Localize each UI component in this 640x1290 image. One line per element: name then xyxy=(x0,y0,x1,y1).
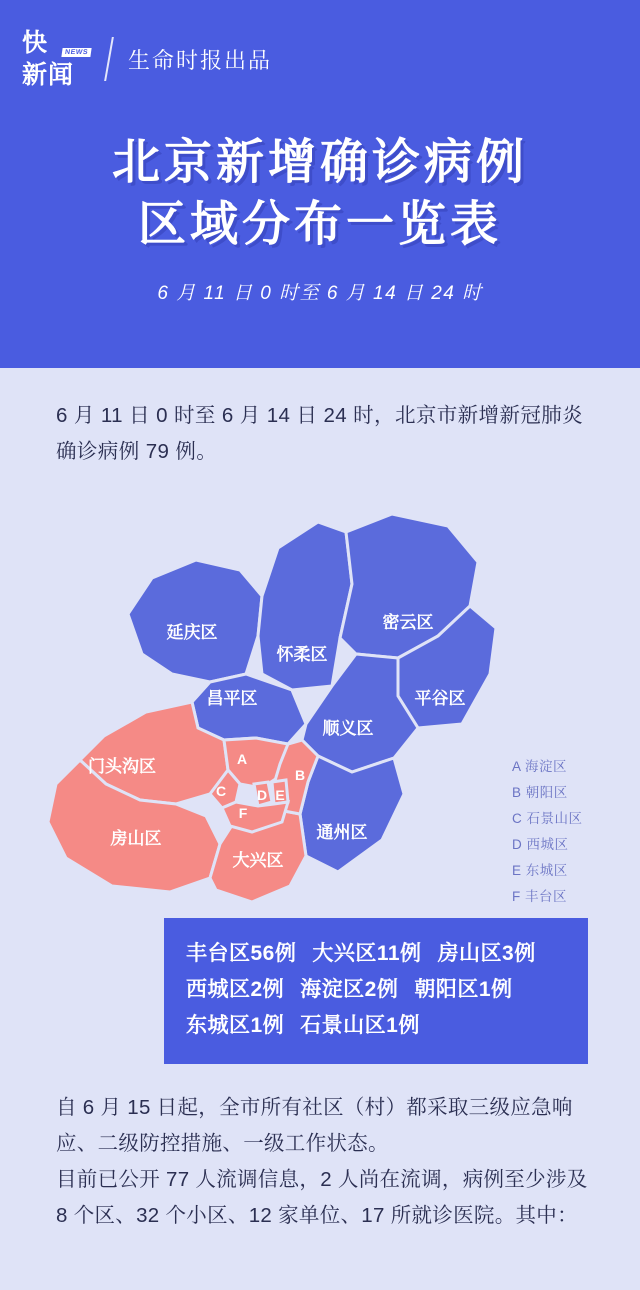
footer-paragraph-1: 自 6 月 15 日起，全市所有社区（村）都采取三级应急响应、二级防控措施、一级工作状态。 xyxy=(56,1096,573,1155)
map-legend xyxy=(512,754,632,910)
case-count-haidian: 海淀区2例 xyxy=(300,978,399,1001)
map-label-pinggu: 平谷区 xyxy=(414,689,466,708)
logo-top-char: 快 xyxy=(22,28,49,57)
map-label-huairou: 怀柔区 xyxy=(276,645,328,664)
logo-bottom-row xyxy=(22,60,94,90)
case-count-shijingshan: 石景山区1例 xyxy=(300,1014,420,1037)
map-label-tongzhou: 通州区 xyxy=(316,823,368,842)
case-count-xicheng: 西城区2例 xyxy=(186,978,285,1001)
page-title-line1: 北京新增确诊病例 xyxy=(111,136,528,189)
case-count-fangshan: 房山区3例 xyxy=(437,942,536,965)
case-count-row-2 xyxy=(186,972,566,1008)
logo-bottom-char: 新闻 xyxy=(22,60,75,89)
title-block xyxy=(0,132,640,305)
legend-item-e: E 东城区 xyxy=(512,863,568,878)
case-count-row-1 xyxy=(186,936,566,972)
news-logo xyxy=(22,26,94,92)
map-label-changping: 昌平区 xyxy=(206,689,258,708)
page-title-line2: 区域分布一览表 xyxy=(137,198,502,251)
logo-badge: NEWS xyxy=(61,48,91,57)
case-count-dongcheng: 东城区1例 xyxy=(186,1014,285,1037)
brand-subtitle: 生命时报出品 xyxy=(128,47,273,73)
case-count-chaoyang: 朝阳区1例 xyxy=(414,978,513,1001)
case-count-fengtai: 丰台区56例 xyxy=(186,942,297,965)
case-count-row-3 xyxy=(186,1008,566,1044)
district-shape-huairou xyxy=(258,522,352,690)
map-letter-a: A xyxy=(236,751,248,767)
map-letter-e: E xyxy=(275,787,285,803)
header-banner xyxy=(0,0,640,368)
map-letter-f: F xyxy=(238,805,248,821)
map-letter-b: B xyxy=(294,767,306,783)
legend-item-f: F 丰台区 xyxy=(512,889,567,904)
footer-paragraphs xyxy=(56,1090,596,1234)
footer-paragraph-2: 目前已公开 77 人流调信息，2 人尚在流调，病例至少涉及 8 个区、32 个小区、12 家单位、17 所就诊医院。其中： xyxy=(56,1168,588,1227)
case-count-daxing: 大兴区11例 xyxy=(312,942,422,965)
legend-item-d: D 西城区 xyxy=(512,837,569,852)
district-shape-tongzhou xyxy=(300,756,404,872)
map-letter-c: C xyxy=(215,783,227,799)
divider-slash xyxy=(104,37,114,81)
map-label-daxing: 大兴区 xyxy=(232,851,284,870)
map-label-miyun: 密云区 xyxy=(382,613,434,632)
page-subtitle: 6 月 11 日 0 时至 6 月 14 日 24 时 xyxy=(157,283,483,304)
district-shape-yanqing xyxy=(128,560,262,682)
map-label-yanqing: 延庆区 xyxy=(166,623,218,642)
map-letter-d: D xyxy=(256,787,268,803)
lead-paragraph: 6 月 11 日 0 时至 6 月 14 日 24 时，北京市新增新冠肺炎确诊病例 79 例。 xyxy=(56,404,584,463)
legend-item-a: A 海淀区 xyxy=(512,759,568,774)
legend-item-b: B 朝阳区 xyxy=(512,785,568,800)
map-label-fangshan: 房山区 xyxy=(110,829,162,848)
case-count-box xyxy=(164,918,588,1064)
map-label-mentougou: 门头沟区 xyxy=(88,757,156,776)
map-label-shunyi: 顺义区 xyxy=(322,719,374,738)
brand-lockup xyxy=(22,26,272,92)
legend-item-c: C 石景山区 xyxy=(512,811,583,826)
